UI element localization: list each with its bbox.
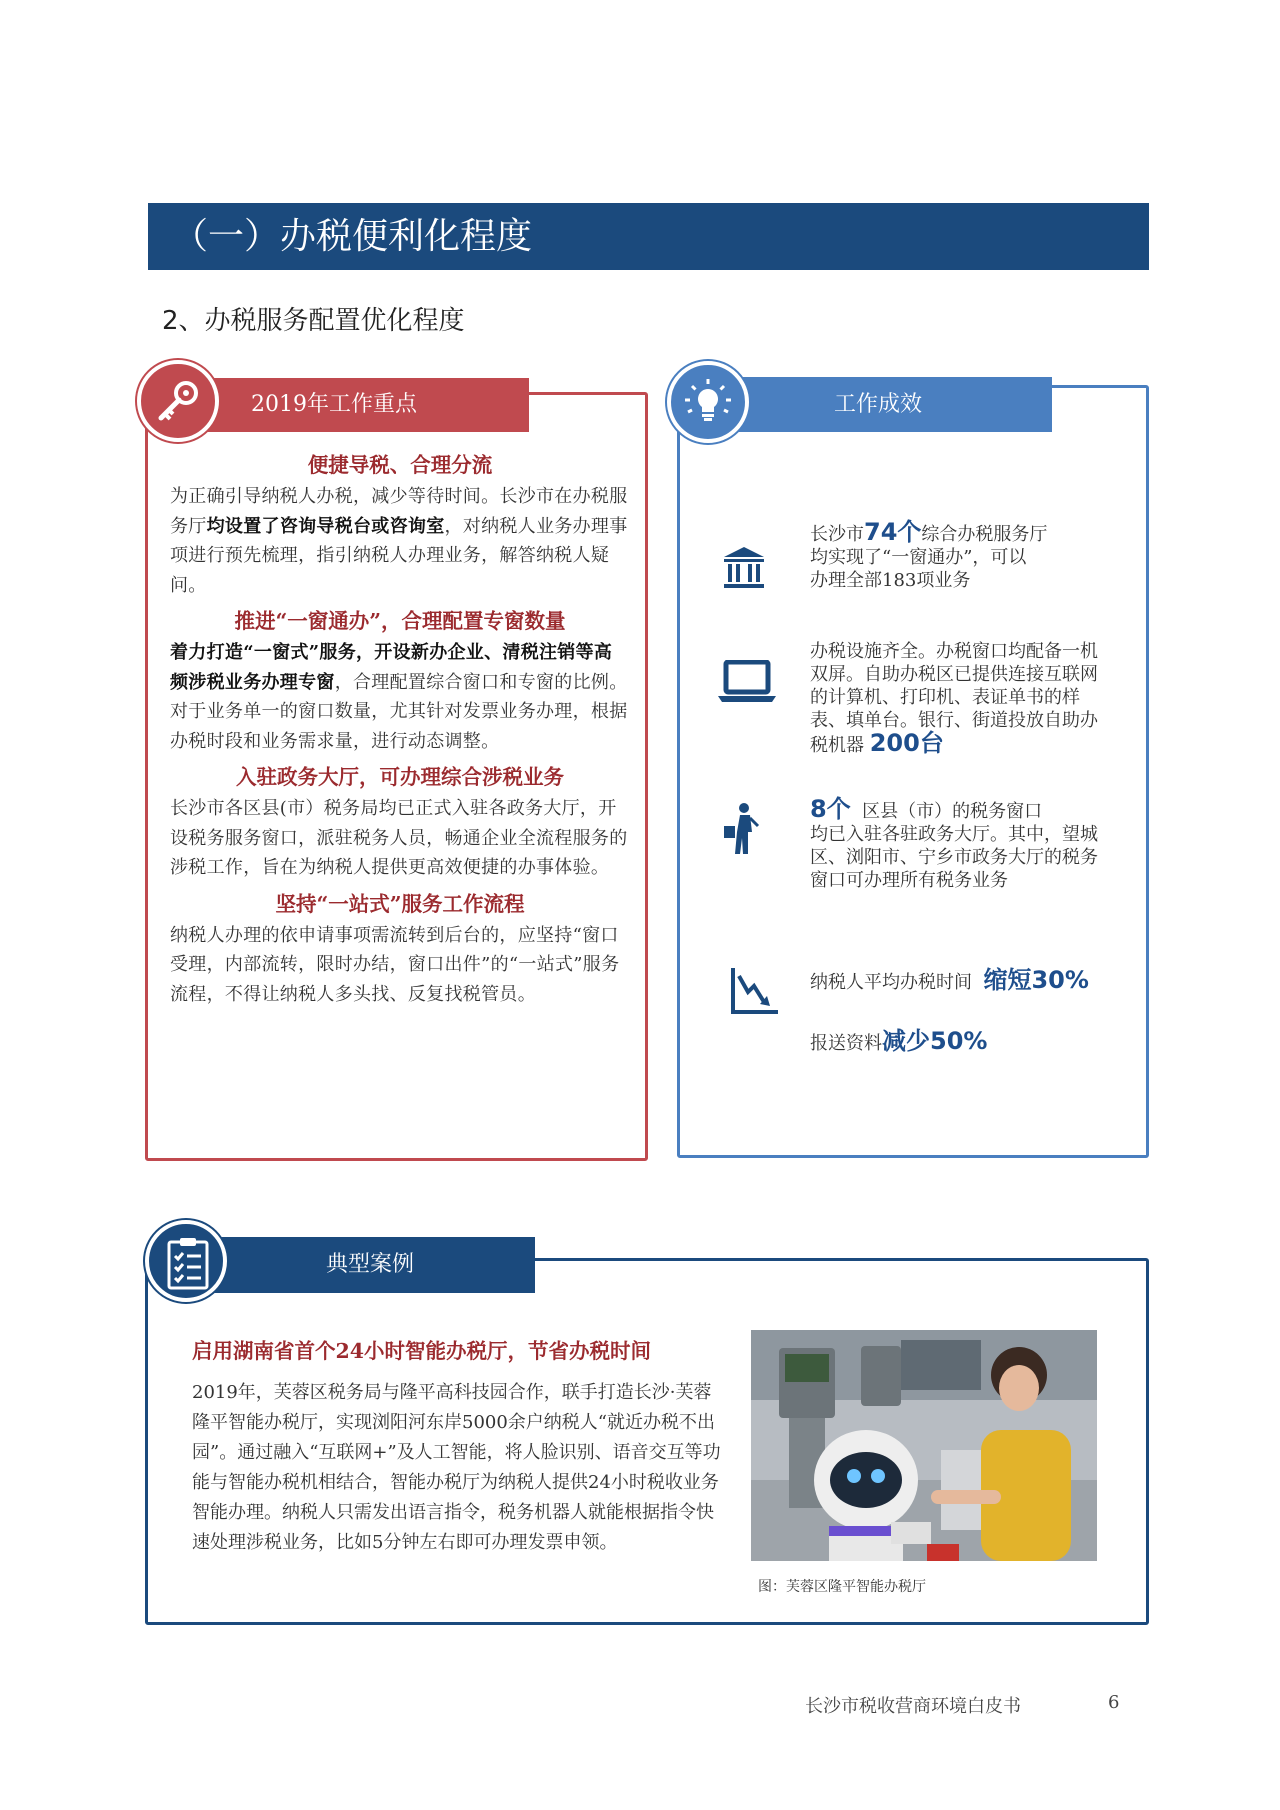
key-icon	[137, 360, 219, 442]
case-header: 典型案例	[163, 1237, 535, 1293]
document-title-footer: 长沙市税收营商环境白皮书	[805, 1696, 1021, 1717]
focus-heading-4: 坚持“一站式”服务工作流程	[275, 891, 525, 916]
section-title: （一）办税便利化程度	[148, 203, 1149, 270]
focus-heading-1: 便捷导税、合理分流	[307, 453, 493, 477]
achievement-time: 纳税人平均办税时间 缩短30%	[810, 966, 1089, 994]
focus-paragraph-2: 着力打造“一窗式”服务，开设新办企业、清税注销等高频涉税业务办理专窗，合理配置综合窗口和专窗的比例。对于业务单一的窗口数量，尤其针对发票业务办理，根据办税时段和业务需求量，进行动态调整。	[170, 642, 628, 752]
work-focus-header: 2019年工作重点	[163, 378, 529, 432]
declining-chart-icon	[730, 966, 780, 1020]
focus-paragraph-4: 纳税人办理的依申请事项需流转到后台的，应坚持“窗口受理，内部流转，限时办结，窗口出件”的“一站式”服务流程，不得让纳税人多头找、反复找税管员。	[170, 924, 620, 1005]
subsection-title: 2、办税服务配置优化程度	[162, 306, 465, 336]
clipboard-check-icon	[145, 1220, 227, 1302]
case-title: 启用湖南省首个24小时智能办税厅，节省办税时间	[192, 1339, 652, 1363]
focus-heading-2: 推进“一窗通办”，合理配置专窗数量	[234, 609, 566, 633]
page-number: 6	[1108, 1692, 1120, 1713]
bank-building-icon	[722, 545, 766, 595]
achievement-districts: 8个 区县（市）的税务窗口 均已入驻各驻政务大厅。其中，望城区、浏阳市、宁乡市政务大厅的税务窗口可办理所有税务业务	[810, 795, 1098, 891]
results-header: 工作成效	[697, 377, 1052, 432]
focus-paragraph-3: 长沙市各区县(市）税务局均已正式入驻各政务大厅，开设税务服务窗口，派驻税务人员，畅通企业全流程服务的涉税工作，旨在为纳税人提供更高效便捷的办事体验。	[170, 798, 628, 878]
work-focus-body	[170, 448, 630, 1009]
focus-heading-3: 入驻政务大厅，可办理综合涉税业务	[236, 765, 564, 789]
smart-tax-hall-photo	[751, 1330, 1097, 1561]
focus-paragraph-1: 为正确引导纳税人办税，减少等待时间。长沙市在办税服务厅均设置了咨询导税台或咨询室，对纳税人业务办理事项进行预先梳理，指引纳税人办理业务，解答纳税人疑问。	[170, 486, 628, 596]
lightbulb-icon	[667, 361, 749, 443]
achievement-halls: 长沙市74个综合办税服务厅 均实现了“一窗通办”，可以 办理全部183项业务	[810, 518, 1048, 591]
walking-person-icon	[722, 802, 762, 862]
achievement-facilities: 办税设施齐全。办税窗口均配备一机双屏。自助办税区已提供连接互联网的计算机、打印机、表证单书的样表、填单台。银行、街道投放自助办税机器 200台	[810, 641, 1098, 757]
photo-caption: 图：芙蓉区隆平智能办税厅	[758, 1579, 926, 1595]
achievement-materials: 报送资料减少50%	[810, 1027, 988, 1055]
laptop-icon	[716, 660, 778, 708]
case-text: 2019年，芙蓉区税务局与隆平高科技园合作，联手打造长沙·芙蓉隆平智能办税厅，实现浏阳河东岸5000余户纳税人“就近办税不出园”。通过融入“互联网+”及人工智能，将人脸识别、语音交互等功能与智能办税机相结合，智能办税厅为纳税人提供24小时税收业务智能办理。纳税人只需发出语言指令，税务机器人就能根据指令快速处理涉税业务，比如5分钟左右即可办理发票申领。	[192, 1382, 721, 1553]
